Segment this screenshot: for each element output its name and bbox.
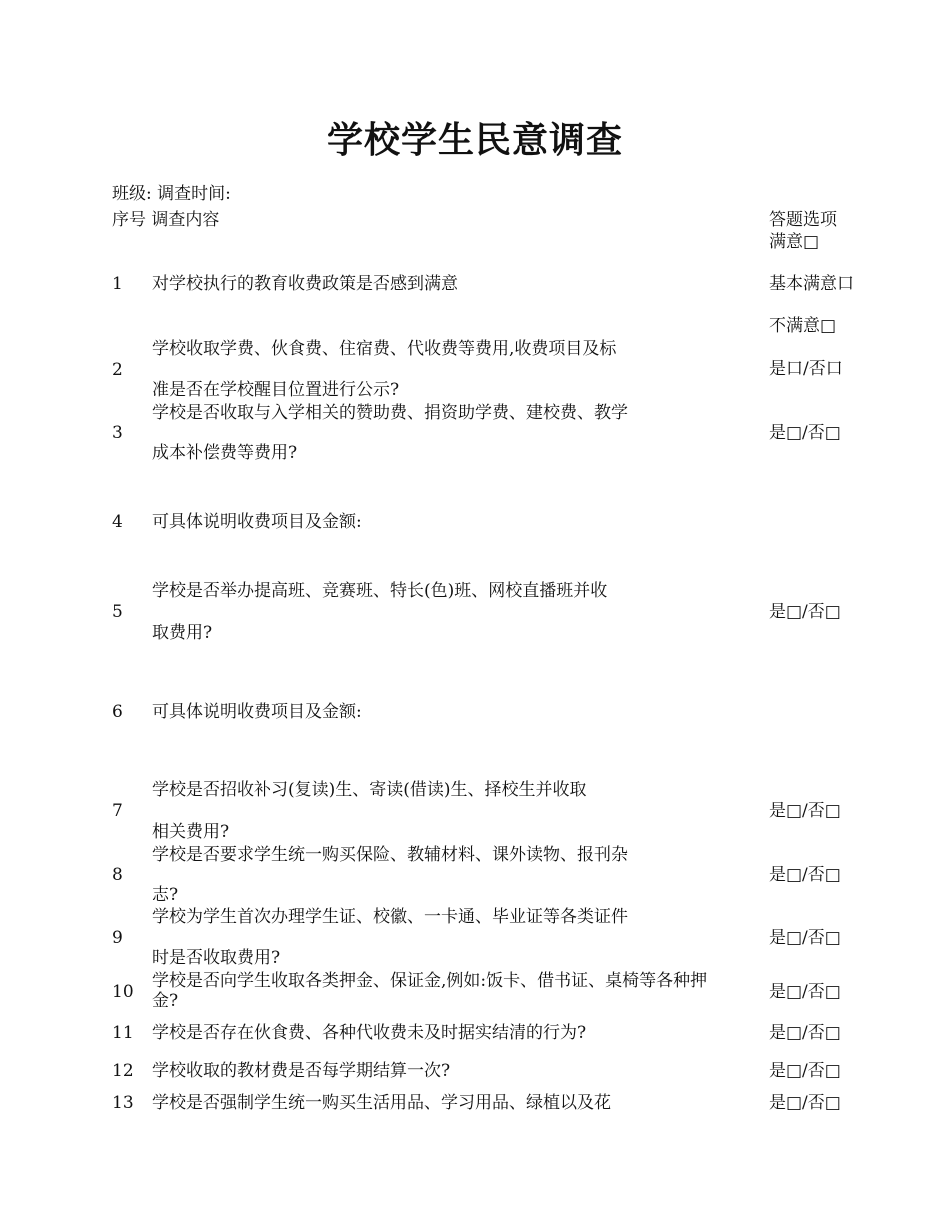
- item-2-number: 2: [112, 360, 123, 380]
- item-3-question-line-2: 成本补偿费等费用?: [152, 443, 298, 463]
- item-7-number: 7: [112, 801, 123, 821]
- item-8-number: 8: [112, 865, 123, 885]
- item-5-question-line-2: 取费用?: [152, 623, 213, 643]
- item-2-question-line-2: 准是否在学校醒目位置进行公示?: [152, 380, 400, 400]
- item-3-option[interactable]: 是□/否□: [769, 423, 841, 443]
- item-10-option[interactable]: 是□/否□: [769, 982, 841, 1002]
- item-2-question-line-1: 学校收取学费、伙食费、住宿费、代收费等费用,收费项目及标: [152, 339, 617, 359]
- item-8-question-line-1: 学校是否要求学生统一购买保险、教辅材料、课外读物、报刊杂: [152, 845, 628, 865]
- item-13-question: 学校是否强制学生统一购买生活用品、学习用品、绿植以及花: [152, 1093, 611, 1113]
- item-11-number: 11: [112, 1023, 134, 1043]
- class-and-date-line: 班级: 调查时间:: [112, 184, 231, 204]
- item-12-question: 学校收取的教材费是否每学期结算一次?: [152, 1061, 451, 1081]
- item-1-option-satisfied[interactable]: 满意□: [769, 232, 820, 252]
- item-7-option[interactable]: 是□/否□: [769, 801, 841, 821]
- item-8-question-line-2: 志?: [152, 885, 179, 905]
- header-answer-options: 答题选项: [769, 210, 837, 230]
- item-4-question: 可具体说明收费项目及金额:: [152, 512, 362, 532]
- item-1-question: 对学校执行的教育收费政策是否感到满意: [152, 274, 458, 294]
- header-number-content: 序号 调查内容: [112, 210, 220, 230]
- item-9-question-line-2: 时是否收取费用?: [152, 948, 281, 968]
- page-title: 学校学生民意调查: [326, 119, 623, 161]
- item-9-number: 9: [112, 928, 123, 948]
- item-11-question: 学校是否存在伙食费、各种代收费未及时据实结清的行为?: [152, 1023, 587, 1043]
- item-10-question-line-2: 金?: [152, 991, 179, 1011]
- item-8-option[interactable]: 是□/否□: [769, 865, 841, 885]
- item-6-question: 可具体说明收费项目及金额:: [152, 702, 362, 722]
- item-7-question-line-1: 学校是否招收补习(复读)生、寄读(借读)生、择校生并收取: [152, 780, 587, 800]
- item-12-option[interactable]: 是□/否□: [769, 1061, 841, 1081]
- item-7-question-line-2: 相关费用?: [152, 822, 230, 842]
- item-1-option-basic[interactable]: 基本满意口: [769, 274, 854, 294]
- item-13-number: 13: [112, 1093, 134, 1113]
- item-1-number: 1: [112, 274, 123, 294]
- item-5-number: 5: [112, 602, 123, 622]
- item-11-option[interactable]: 是□/否□: [769, 1023, 841, 1043]
- item-6-number: 6: [112, 702, 123, 722]
- item-12-number: 12: [112, 1061, 134, 1081]
- item-5-option[interactable]: 是□/否□: [769, 602, 841, 622]
- item-3-number: 3: [112, 423, 123, 443]
- item-10-number: 10: [112, 982, 134, 1002]
- item-9-option[interactable]: 是□/否□: [769, 928, 841, 948]
- item-4-number: 4: [112, 512, 123, 532]
- item-9-question-line-1: 学校为学生首次办理学生证、校徽、一卡通、毕业证等各类证件: [152, 907, 628, 927]
- item-3-question-line-1: 学校是否收取与入学相关的赞助费、捐资助学费、建校费、教学: [152, 403, 628, 423]
- item-1-option-unsatisfied[interactable]: 不满意□: [769, 316, 837, 336]
- item-2-option[interactable]: 是口/否口: [769, 359, 843, 379]
- item-5-question-line-1: 学校是否举办提高班、竞赛班、特长(色)班、网校直播班并收: [152, 581, 608, 601]
- item-13-option[interactable]: 是□/否□: [769, 1093, 841, 1113]
- item-10-question-line-1: 学校是否向学生收取各类押金、保证金,例如:饭卡、借书证、桌椅等各种押: [152, 971, 708, 991]
